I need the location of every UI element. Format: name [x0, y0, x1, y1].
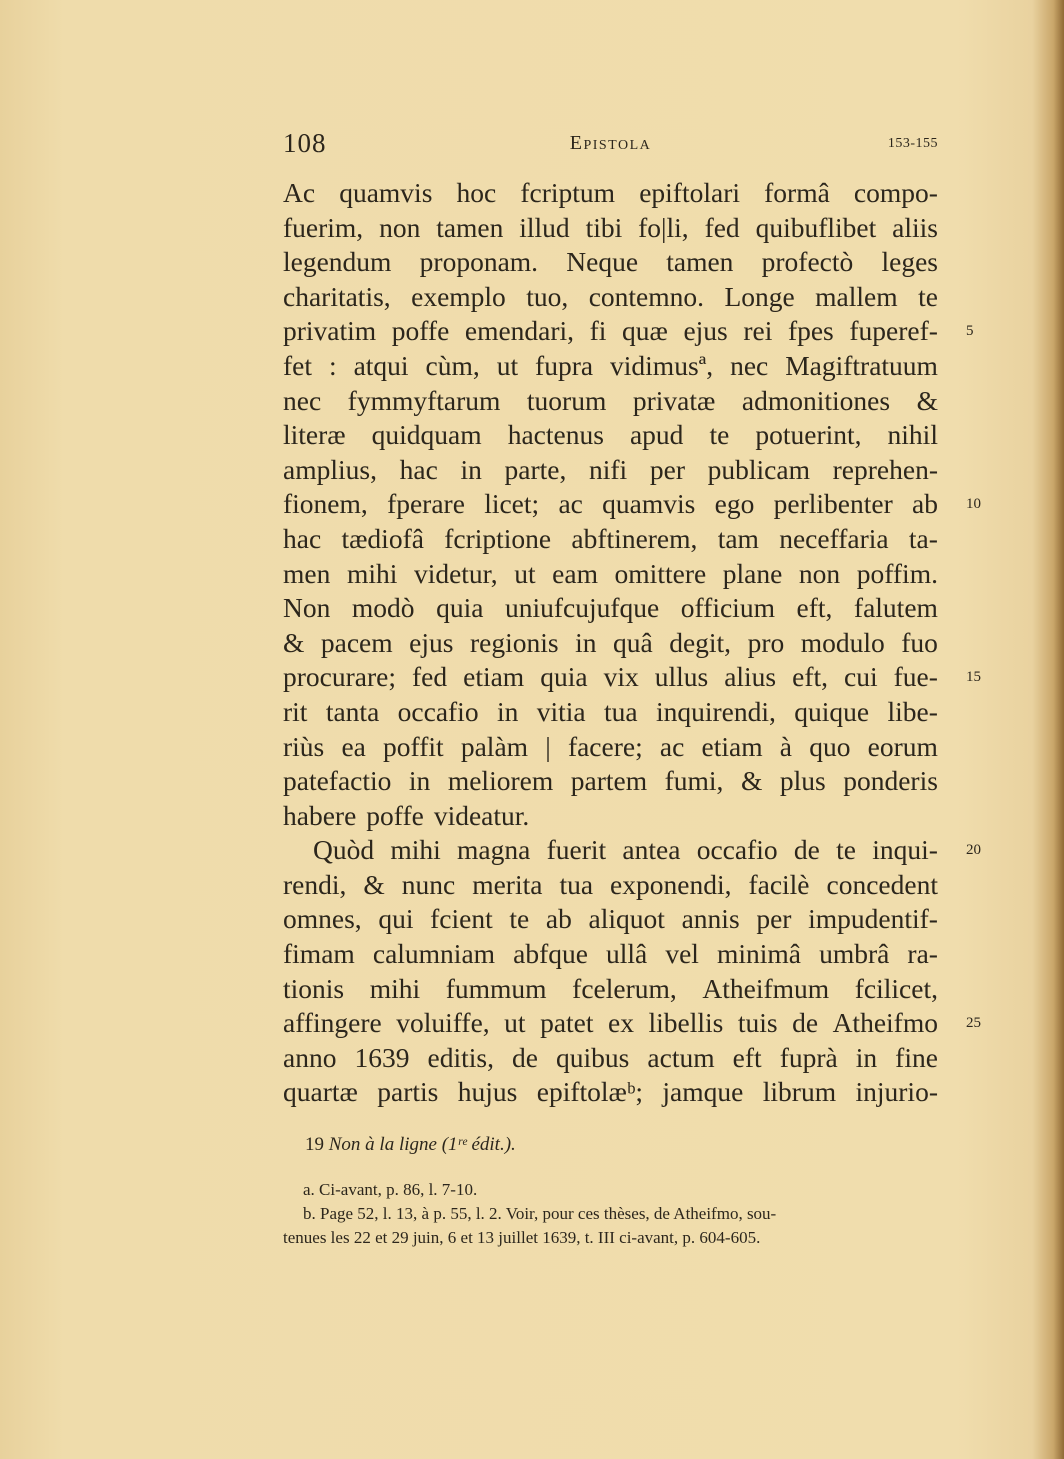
text-line: literæ quidquam hactenus apud te potuerint, nihil [283, 419, 938, 451]
text-line: amplius, hac in parte, nifi per publicam reprehen- [283, 453, 938, 485]
text-line: affingere voluiffe, ut patet ex libellis tuis de Atheifmo 25 [283, 1006, 938, 1041]
text-line: fet : atqui cùm, ut fupra vidimusª, nec Magiftratuum [283, 349, 938, 381]
text-line: procurare; fed etiam quia vix ullus alius eft, cui fue- 15 [283, 660, 938, 695]
text-line: & pacem ejus regionis in quâ degit, pro modulo fuo [283, 626, 938, 658]
main-text [283, 176, 981, 1110]
variant-note [305, 1130, 938, 1160]
text-line: men mihi videtur, ut eam omittere plane non poffim. [283, 557, 938, 589]
text-line: anno 1639 editis, de quibus actum eft fuprà in fine [283, 1041, 938, 1073]
text-line: fuerim, non tamen illud tibi fo|li, fed quibuflibet aliis [283, 211, 938, 243]
text-line: Ac quamvis hoc fcriptum epiftolari formâ compo- [283, 177, 938, 208]
variant-text: Non à la ligne (1ʳᵉ édit.). [328, 1134, 516, 1155]
text-line: nec fymmyftarum tuorum privatæ admonitiones & [283, 384, 938, 416]
text-line: rendi, & nunc merita tua exponendi, facilè concedent [283, 868, 938, 900]
variant-line-number: 19 [305, 1134, 324, 1155]
footnote-b-line2: tenues les 22 et 29 juin, 6 et 13 juillet 1639, t. III ci-avant, p. 604-605. [283, 1228, 761, 1247]
page-number: 108 [283, 128, 327, 158]
text-line: Non modò quia uniufcujufque officium eft, falutem [283, 592, 938, 624]
text-line: tionis mihi fummum fcelerum, Atheifmum fcilicet, [283, 972, 938, 1004]
line-number: 25 [966, 1015, 981, 1032]
text-line: habere poffe videatur. [283, 799, 530, 831]
text-line: fimam calumniam abfque ullâ vel minimâ umbrâ ra- [283, 938, 938, 970]
line-number: 20 [966, 842, 981, 859]
text-line: fionem, fperare licet; ac quamvis ego perlibenter ab 10 [283, 487, 938, 522]
text-line: legendum proponam. Neque tamen profectò leges [283, 246, 938, 278]
running-title: Epistola [569, 132, 652, 154]
footnote-b-line1: b. Page 52, l. 13, à p. 55, l. 2. Voir, pour ces thèses, de Atheifmo, sou- [303, 1204, 777, 1223]
text-line: patefactio in meliorem partem fumi, & plus ponderis [283, 765, 938, 797]
line-number: 10 [966, 496, 981, 513]
text-line: privatim poffe emendari, fi quæ ejus rei fpes fuperef- 5 [283, 314, 938, 349]
page-range: 153-155 [887, 136, 938, 151]
text-line: Quòd mihi magna fuerit antea occafio de te inqui- 20 [283, 833, 938, 868]
text-line: riùs ea poffit palàm | facere; ac etiam à quo eorum [283, 730, 938, 762]
text-line: rit tanta occafio in vitia tua inquirendi, quique libe- [283, 695, 938, 727]
text-line: hac tædiofâ fcriptione abftinerem, tam neceffaria ta- [283, 522, 938, 554]
line-number: 15 [966, 669, 981, 686]
text-line: omnes, qui fcient te ab aliquot annis per impudentif- [283, 903, 938, 935]
line-number: 5 [966, 323, 974, 340]
footnotes [283, 1130, 938, 1250]
page-header [283, 128, 938, 168]
text-line: quartæ partis hujus epiftolæᵇ; jamque librum injurio- [283, 1076, 938, 1108]
text-line: charitatis, exemplo tuo, contemno. Longe mallem te [283, 280, 938, 312]
footnote-a: a. Ci-avant, p. 86, l. 7-10. [303, 1180, 478, 1199]
